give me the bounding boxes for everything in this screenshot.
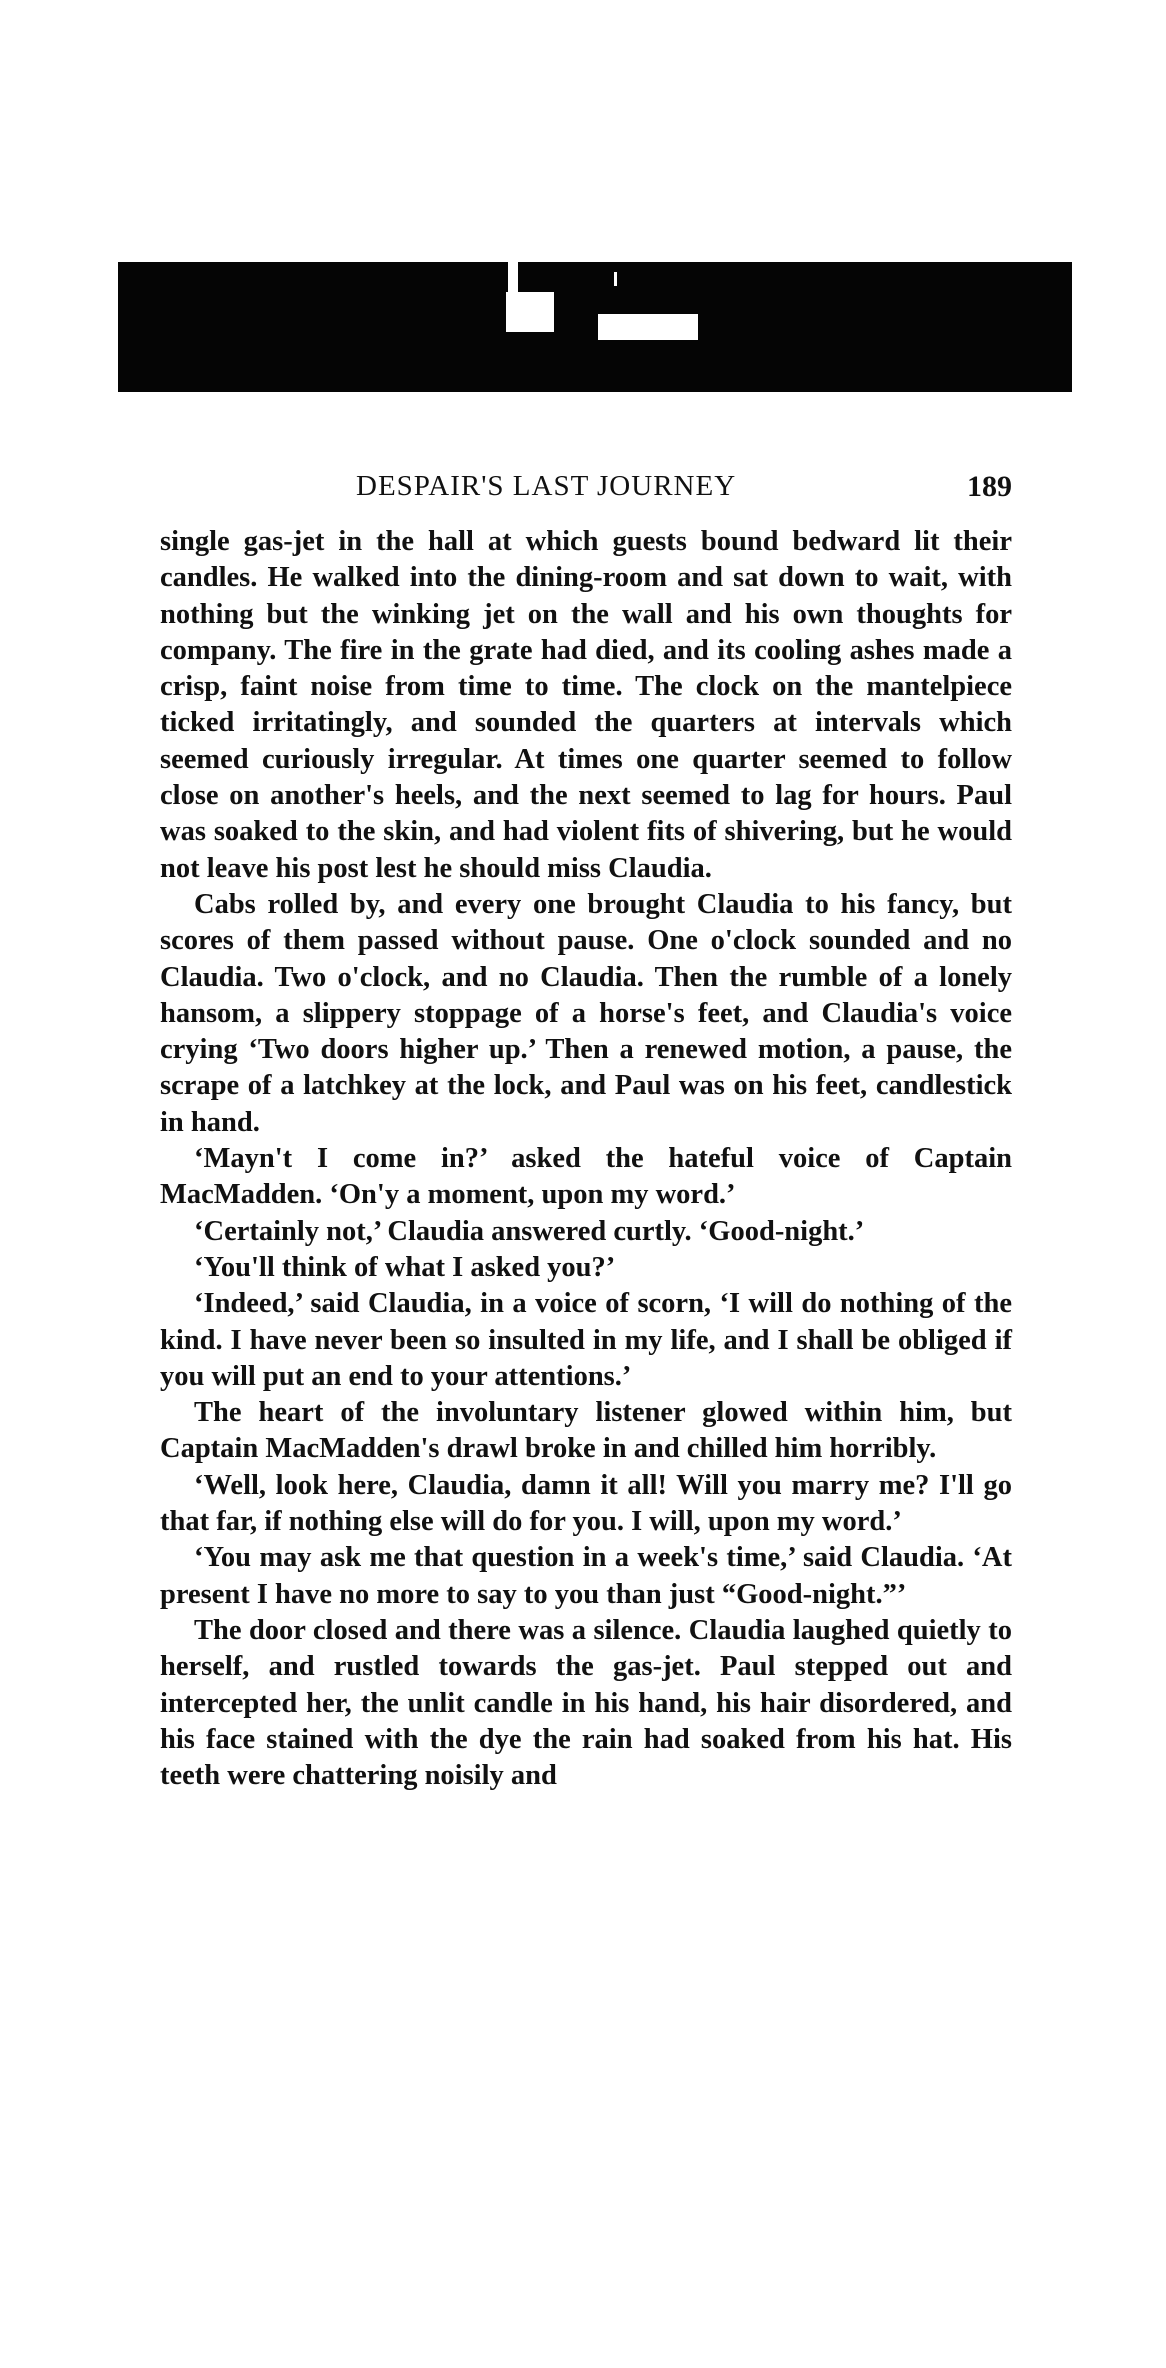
paragraph: The heart of the involuntary listener glowed within him, but Captain MacMadden's drawl broke in and chilled him horribly. <box>160 1397 1012 1465</box>
paragraph: ‘You may ask me that question in a week's time,’ said Claudia. ‘At present I have no more to say to you than just “Good-night.”’ <box>160 1542 1012 1610</box>
page-number: 189 <box>967 470 1012 503</box>
scan-artifact-mark <box>506 292 554 332</box>
paragraph: ‘Certainly not,’ Claudia answered curtly. ‘Good-night.’ <box>194 1215 865 1247</box>
paragraph: ‘You'll think of what I asked you?’ <box>194 1251 616 1283</box>
scan-artifact-bar <box>118 262 1072 392</box>
scan-artifact-mark <box>614 272 617 286</box>
paragraph: ‘Mayn't I come in?’ asked the hateful voice of Captain MacMadden. ‘On'y a moment, upon my word.’ <box>160 1143 1012 1211</box>
scan-artifact-mark <box>598 314 698 340</box>
scan-artifact-mark <box>508 262 518 296</box>
paragraph: single gas-jet in the hall at which guests bound bedward lit their candles. He walked into the dining-room and sat down to wait, with nothing but the winking jet on the wall and his own thoughts for company. The fire in the grate had died, and its cooling ashes made a crisp, faint noise from time to time. The clock on the mantelpiece ticked irritatingly, and sounded the quarters at intervals which seemed curiously irregular. At times one quarter seemed to follow close on another's heels, and the next seemed to lag for hours. Paul was soaked to the skin, and had violent fits of shivering, but he would not leave his post lest he should miss Claudia. <box>160 526 1012 884</box>
paragraph: The door closed and there was a silence. Claudia laughed quietly to herself, and rustled towards the gas-jet. Paul stepped out and intercepted her, the unlit candle in his hand, his hair disordered, and his face stained with the dye the rain had soaked from his hat. His teeth were chattering noisily and <box>160 1614 1012 1792</box>
paragraph: ‘Indeed,’ said Claudia, in a voice of scorn, ‘I will do nothing of the kind. I have never been so insulted in my life, and I shall be obliged if you will put an end to your attentions.’ <box>160 1288 1012 1392</box>
running-title: DESPAIR'S LAST JOURNEY <box>356 470 737 502</box>
paragraph: Cabs rolled by, and every one brought Claudia to his fancy, but scores of them passed without pause. One o'clock sounded and no Claudia. Two o'clock, and no Claudia. Then the rumble of a lonely hansom, a slippery stoppage of a horse's feet, and Claudia's voice crying ‘Two doors higher up.’ Then a renewed motion, a pause, the scrape of a latchkey at the lock, and Paul was on his feet, candlestick in hand. <box>160 888 1012 1138</box>
paragraph: ‘Well, look here, Claudia, damn it all! Will you marry me? I'll go that far, if nothing else will do for you. I will, upon my word.’ <box>160 1469 1012 1538</box>
page-header <box>160 470 1012 510</box>
body-text <box>160 524 1012 1794</box>
